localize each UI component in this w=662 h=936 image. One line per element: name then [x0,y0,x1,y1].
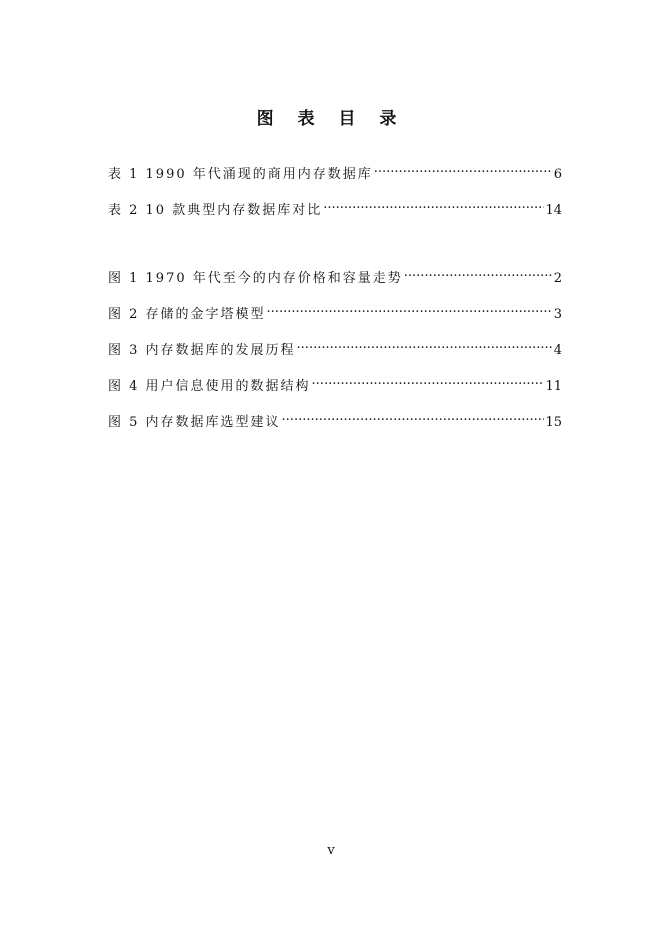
toc-entry-figure-3[interactable] [108,336,562,358]
toc-entry-page: 3 [553,307,562,322]
toc-entry-label: 图 4 用户信息使用的数据结构 [108,379,311,394]
toc-entry-label: 表 2 10 款典型内存数据库对比 [108,203,323,218]
toc-entry-page: 11 [545,379,562,394]
list-of-tables [108,160,562,232]
toc-entry-label: 图 1 1970 年代至今的内存价格和容量走势 [108,271,403,286]
toc-entry-label: 表 1 1990 年代涌现的商用内存数据库 [108,167,373,182]
dot-leader [312,372,545,390]
toc-entry-page: 2 [553,271,562,286]
list-of-figures [108,264,562,444]
toc-entry-label: 图 2 存储的金字塔模型 [108,307,266,322]
page-number: v [327,843,335,858]
toc-entry-label: 图 5 内存数据库选型建议 [108,415,281,430]
toc-entry-label: 图 3 内存数据库的发展历程 [108,343,296,358]
toc-entry-figure-1[interactable] [108,264,562,286]
toc-entry-figure-2[interactable] [108,300,562,322]
toc-entry-page: 6 [553,167,562,182]
page-title: 图 表 目 录 [256,109,406,129]
toc-entry-page: 4 [553,343,562,358]
toc-entry-figure-5[interactable] [108,408,562,430]
toc-entry-table-1[interactable] [108,160,562,182]
toc-entry-table-2[interactable] [108,196,562,218]
dot-leader [267,300,553,318]
dot-leader [297,336,553,354]
toc-entry-figure-4[interactable] [108,372,562,394]
dot-leader [282,408,545,426]
dot-leader [404,264,553,282]
toc-entry-page: 14 [545,203,562,218]
dot-leader [374,160,553,178]
toc-entry-page: 15 [545,415,562,430]
dot-leader [323,196,544,214]
